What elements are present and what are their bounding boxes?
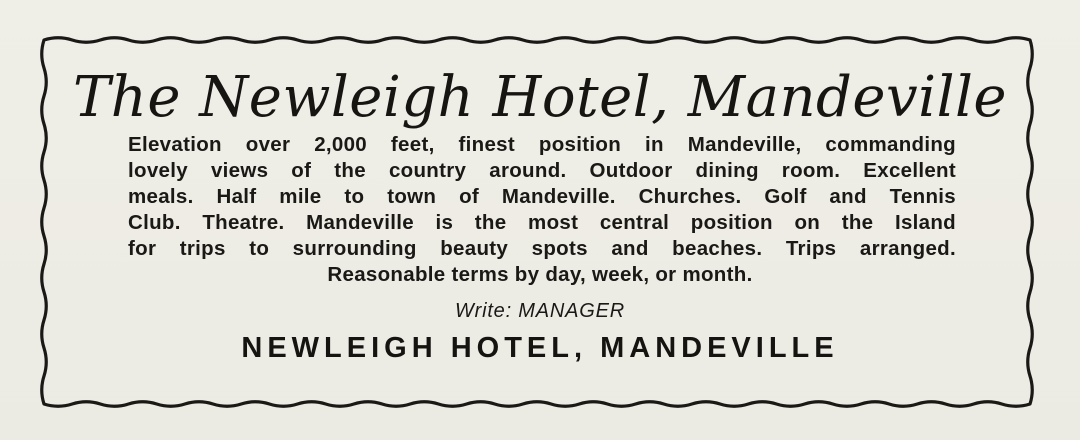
description-line: lovely views of the country around. Outdoor dining room. Excellent [128,159,956,182]
terms-line: Reasonable terms by day, week, or month. [327,263,753,286]
hotel-advertisement [70,60,1010,380]
hotel-name-footer: NEWLEIGH HOTEL, MANDEVILLE [241,332,839,364]
description-paragraph [128,132,956,262]
description-line: for trips to surrounding beauty spots and beaches. Trips arranged. [128,237,956,260]
description-line: Club. Theatre. Mandeville is the most central position on the Island [128,211,956,234]
description-line: meals. Half mile to town of Mandeville. Churches. Golf and Tennis [128,185,956,208]
contact-line: Write: MANAGER [454,300,626,322]
description-line: Elevation over 2,000 feet, finest position in Mandeville, commanding [128,133,956,156]
headline: The Newleigh Hotel, Mandeville [72,65,1008,130]
